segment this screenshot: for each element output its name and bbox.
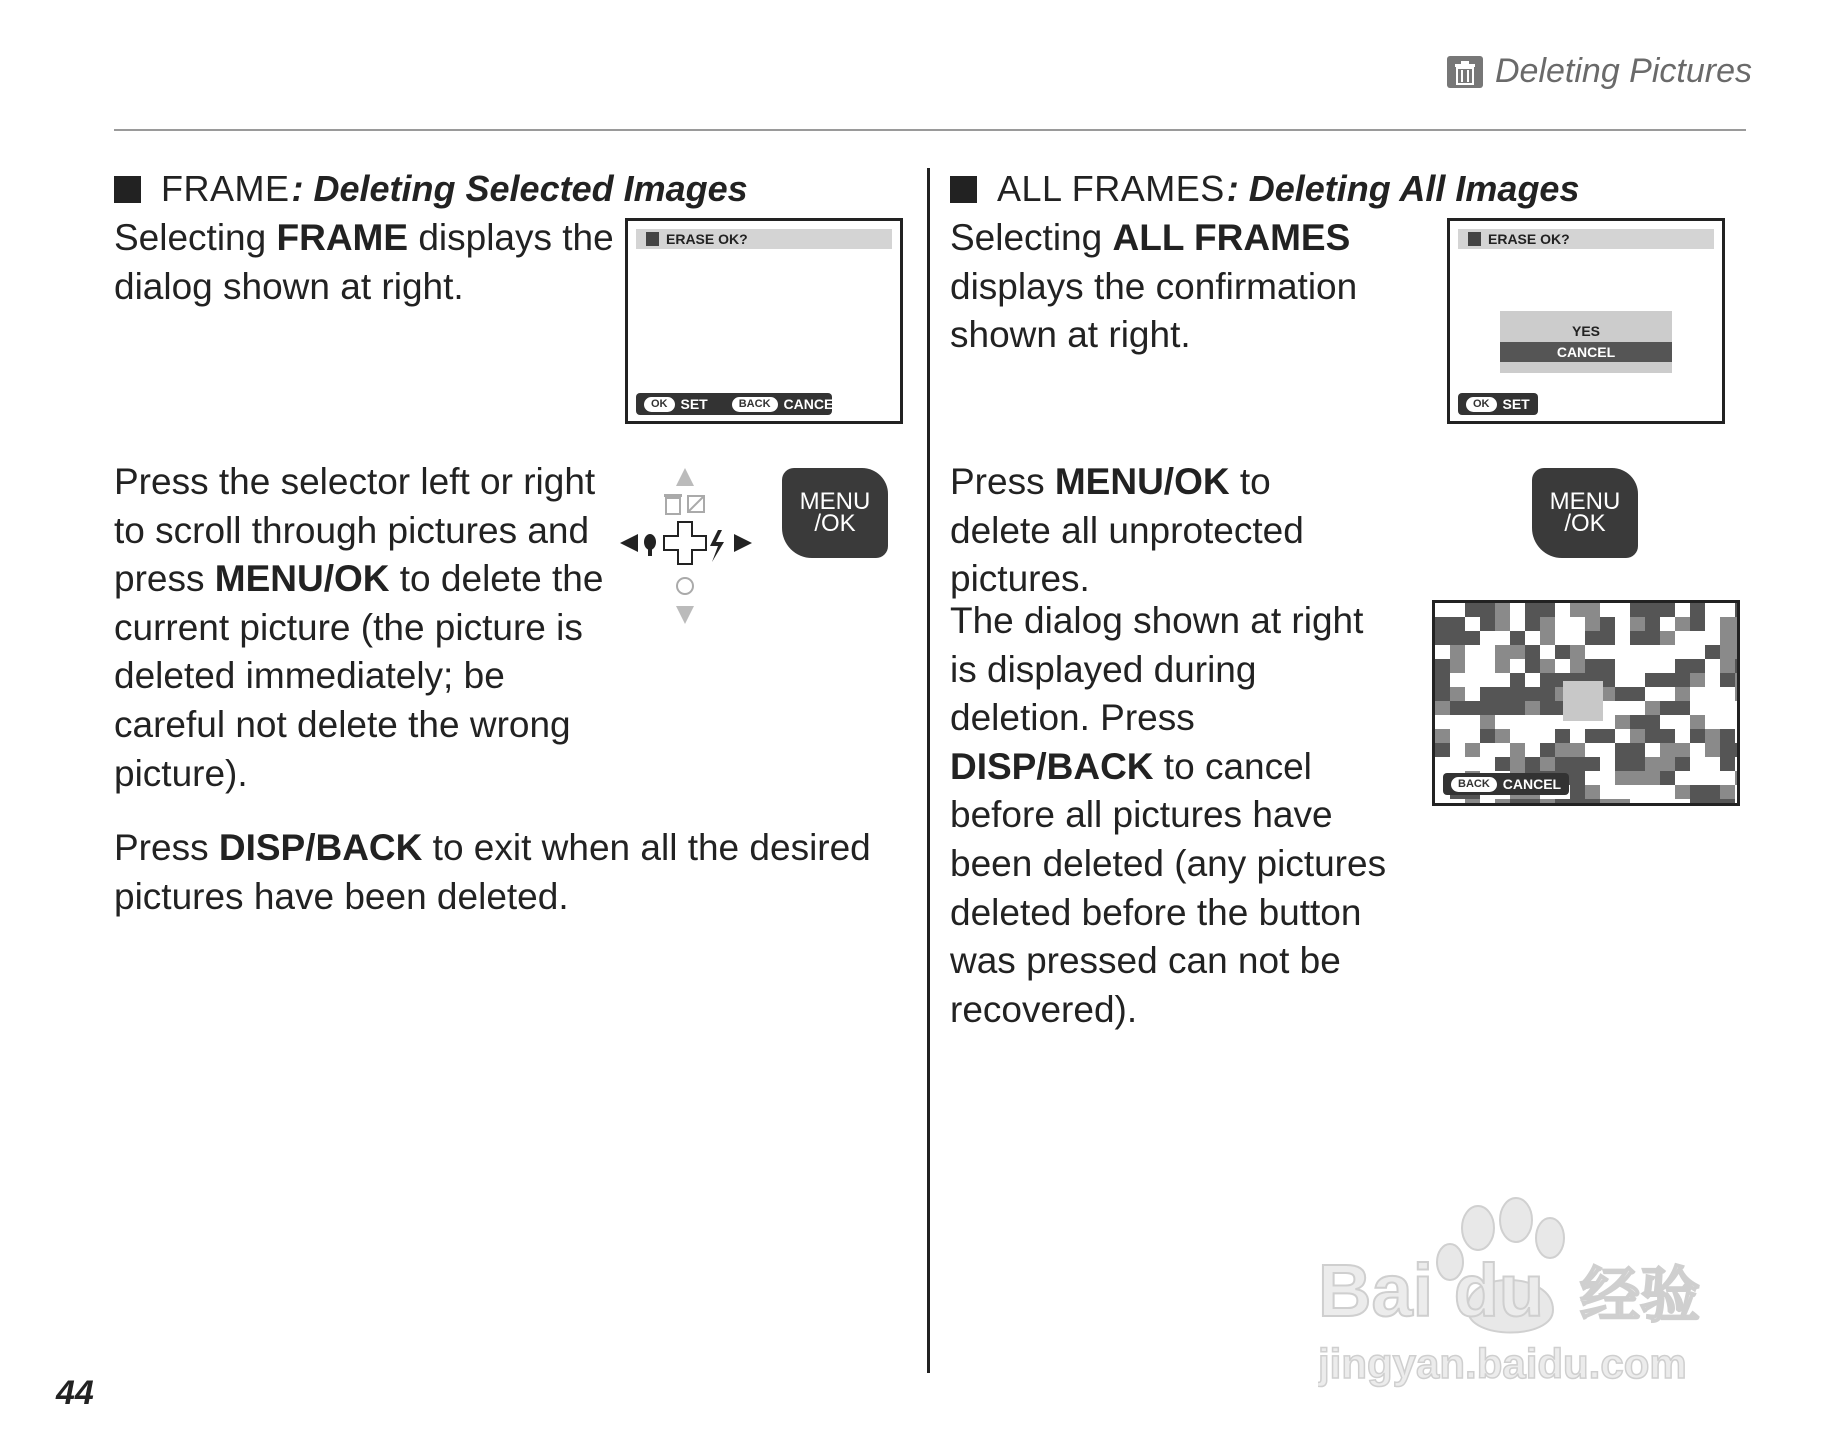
exposure-compensation-icon: [688, 496, 704, 512]
self-timer-icon: [677, 578, 693, 594]
left-arrow-icon: [620, 534, 638, 552]
column-divider: [927, 168, 930, 1373]
right-heading: ALL FRAMES : Deleting All Images: [950, 168, 1579, 210]
menu-item-cancel: CANCEL: [1500, 342, 1672, 362]
right-intro: Selecting ALL FRAMES displays the confirmation shown at right.: [950, 217, 1358, 356]
ok-pill: OK: [1466, 397, 1497, 412]
screen-footer: OK SET: [1458, 393, 1538, 415]
back-pill: BACK: [1451, 777, 1497, 792]
trash-icon: [664, 494, 682, 514]
screen-title-bar: ERASE OK?: [1458, 229, 1714, 249]
trash-icon: [1468, 232, 1481, 246]
macro-icon: [644, 534, 656, 556]
flash-icon: [710, 530, 724, 562]
menu-ok-button: MENU /OK: [782, 468, 888, 558]
up-arrow-icon: [676, 468, 694, 486]
header-rule: [114, 129, 1746, 131]
menu-item-yes: YES: [1571, 323, 1600, 339]
baidu-watermark: [1318, 1190, 1748, 1390]
trash-icon: [646, 232, 659, 246]
header-title: Deleting Pictures: [1494, 52, 1752, 90]
right-para-deleting: The dialog shown at right is displayed during deletion. Press DISP/BACK to cancel before all pictures have been deleted (any pictures deleted before the button was pressed can not be recovered).: [950, 600, 1387, 1030]
right-arrow-icon: [734, 534, 752, 552]
dpad-icon: [664, 522, 706, 564]
watermark-url: jingyan.baidu.com: [1318, 1340, 1687, 1387]
page-header: [1447, 52, 1752, 91]
left-heading: FRAME : Deleting Selected Images: [114, 168, 748, 210]
square-bullet: [114, 176, 141, 203]
watermark-brand: Bai du: [1318, 1249, 1545, 1332]
page-number: 44: [56, 1374, 94, 1412]
screen-footer: OK SET BACK CANCEL: [636, 393, 832, 415]
deleting-progress-screen: [1432, 600, 1740, 806]
left-para-exit: Press DISP/BACK to exit when all the desired pictures have been deleted.: [114, 827, 871, 917]
down-arrow-icon: [676, 606, 694, 624]
confirm-menu: [1500, 311, 1672, 373]
left-intro: Selecting FRAME displays the dialog shown at right.: [114, 217, 614, 307]
menu-ok-button: MENU /OK: [1532, 468, 1638, 558]
back-pill: BACK: [732, 397, 778, 412]
erase-ok-screen: [625, 218, 903, 424]
trash-icon: [1447, 56, 1483, 88]
right-para-menu-ok: Press MENU/OK to delete all unprotected pictures.: [950, 461, 1304, 600]
left-para-selector: Press the selector left or right to scroll through pictures and press MENU/OK to delete the current picture (the picture is deleted immediately; be careful not delete the wrong picture).: [114, 461, 604, 794]
screen-title-bar: ERASE OK?: [636, 229, 892, 249]
screen-footer: BACK CANCEL: [1443, 773, 1569, 795]
square-bullet: [950, 176, 977, 203]
watermark-cn: 经验: [1580, 1261, 1700, 1331]
selector-diagram: [620, 468, 760, 628]
ok-pill: OK: [644, 397, 675, 412]
erase-ok-confirm-screen: [1447, 218, 1725, 424]
